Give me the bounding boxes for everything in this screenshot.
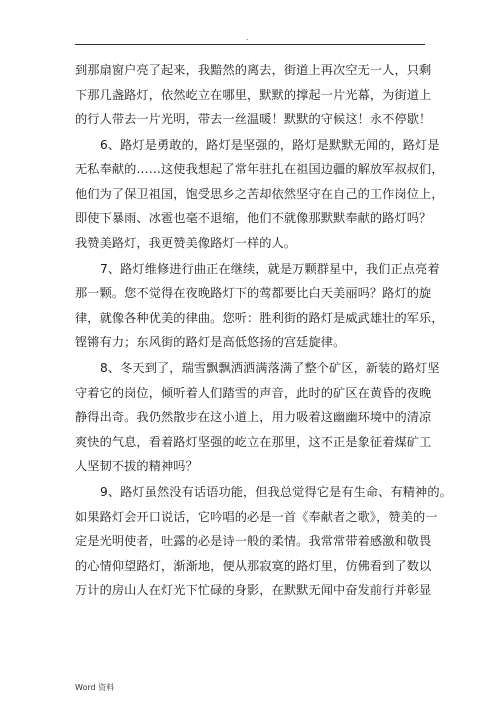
text-line: 的行人带去一片光明，带去一丝温暖！默默的守候这！永不停歇！ [75, 112, 432, 126]
text-line: 爽快的气息，看着路灯坚强的屹立在那里，这不正是象征着煤矿工 [75, 434, 432, 449]
text-line: 7、路灯维修进行曲正在继续，就是万颗群星中，我们正点亮着 [100, 261, 440, 276]
text-line: 他们为了保卫祖国，饱受思乡之苦却依然坚守在自己的工作岗位上， [75, 186, 444, 201]
text-line: 9、路灯虽然没有话语功能，但我总觉得它是有生命、有精神的。 [100, 485, 452, 500]
header-rule [75, 44, 425, 45]
text-line: 无私奉献的……这使我想起了常年驻扎在祖国边疆的解放军叔叔们， [75, 162, 444, 177]
text-line: 6、路灯是勇敢的，路灯是坚强的，路灯是默默无闻的，路灯是 [100, 137, 440, 152]
text-line: 即使下暴雨、冰雹也毫不退缩，他们不就像那默默奉献的路灯吗？ [75, 211, 432, 226]
header-mark: . [246, 33, 249, 42]
text-line: 到那扇窗户亮了起来，我黯然的离去，街道上再次空无一人，只剩 [75, 63, 432, 77]
text-line: 律，就像各种优美的律曲。您听：胜利街的路灯是威武雄壮的军乐， [75, 310, 444, 325]
text-line: 8、冬天到了，瑞雪飘飘洒洒满落满了整个矿区，新装的路灯坚 [100, 361, 440, 376]
text-line: 下那几盏路灯，依然屹立在哪里，默默的撑起一片光幕，为街道上 [75, 87, 432, 102]
text-line: 如果路灯会开口说话，它吟唱的必是一首《奉献者之歌》，赞美的一 [75, 509, 438, 524]
paragraph-8 [75, 356, 440, 479]
text-line: 人坚韧不拔的精神吗？ [75, 459, 198, 474]
paragraph-9 [75, 480, 452, 603]
text-line: 铿锵有力；东风街的路灯是高低悠扬的宫廷旋律。 [75, 335, 346, 350]
paragraph-1 [75, 58, 432, 132]
paragraph-7 [75, 257, 444, 355]
text-line: 的心情仰望路灯，渐渐地，便从那寂寞的路灯里，仿佛看到了数以 [75, 558, 432, 573]
text-line: 万计的房山人在灯光下忙碌的身影，在默默无闻中奋发前行并彰显 [75, 583, 432, 598]
paragraph-6 [75, 133, 444, 256]
text-line: 静得出奇。我仍然散步在这小道上，用力吸着这幽幽环境中的清凉 [75, 410, 432, 425]
text-line: 我赞美路灯，我更赞美像路灯一样的人。 [75, 235, 297, 250]
text-line: 守着它的岗位，倾听着人们踏雪的声音，此时的矿区在黄昏的夜晚 [75, 385, 432, 400]
text-line: 那一颗。您不觉得在夜晚路灯下的莺都要比白天美丽吗？路灯的旋 [75, 286, 432, 301]
footer-label: Word 资料 [75, 683, 115, 692]
document-body [75, 58, 452, 603]
text-line: 定是光明使者，吐露的必是诗一般的柔情。我常常带着感激和敬畏 [75, 534, 432, 549]
